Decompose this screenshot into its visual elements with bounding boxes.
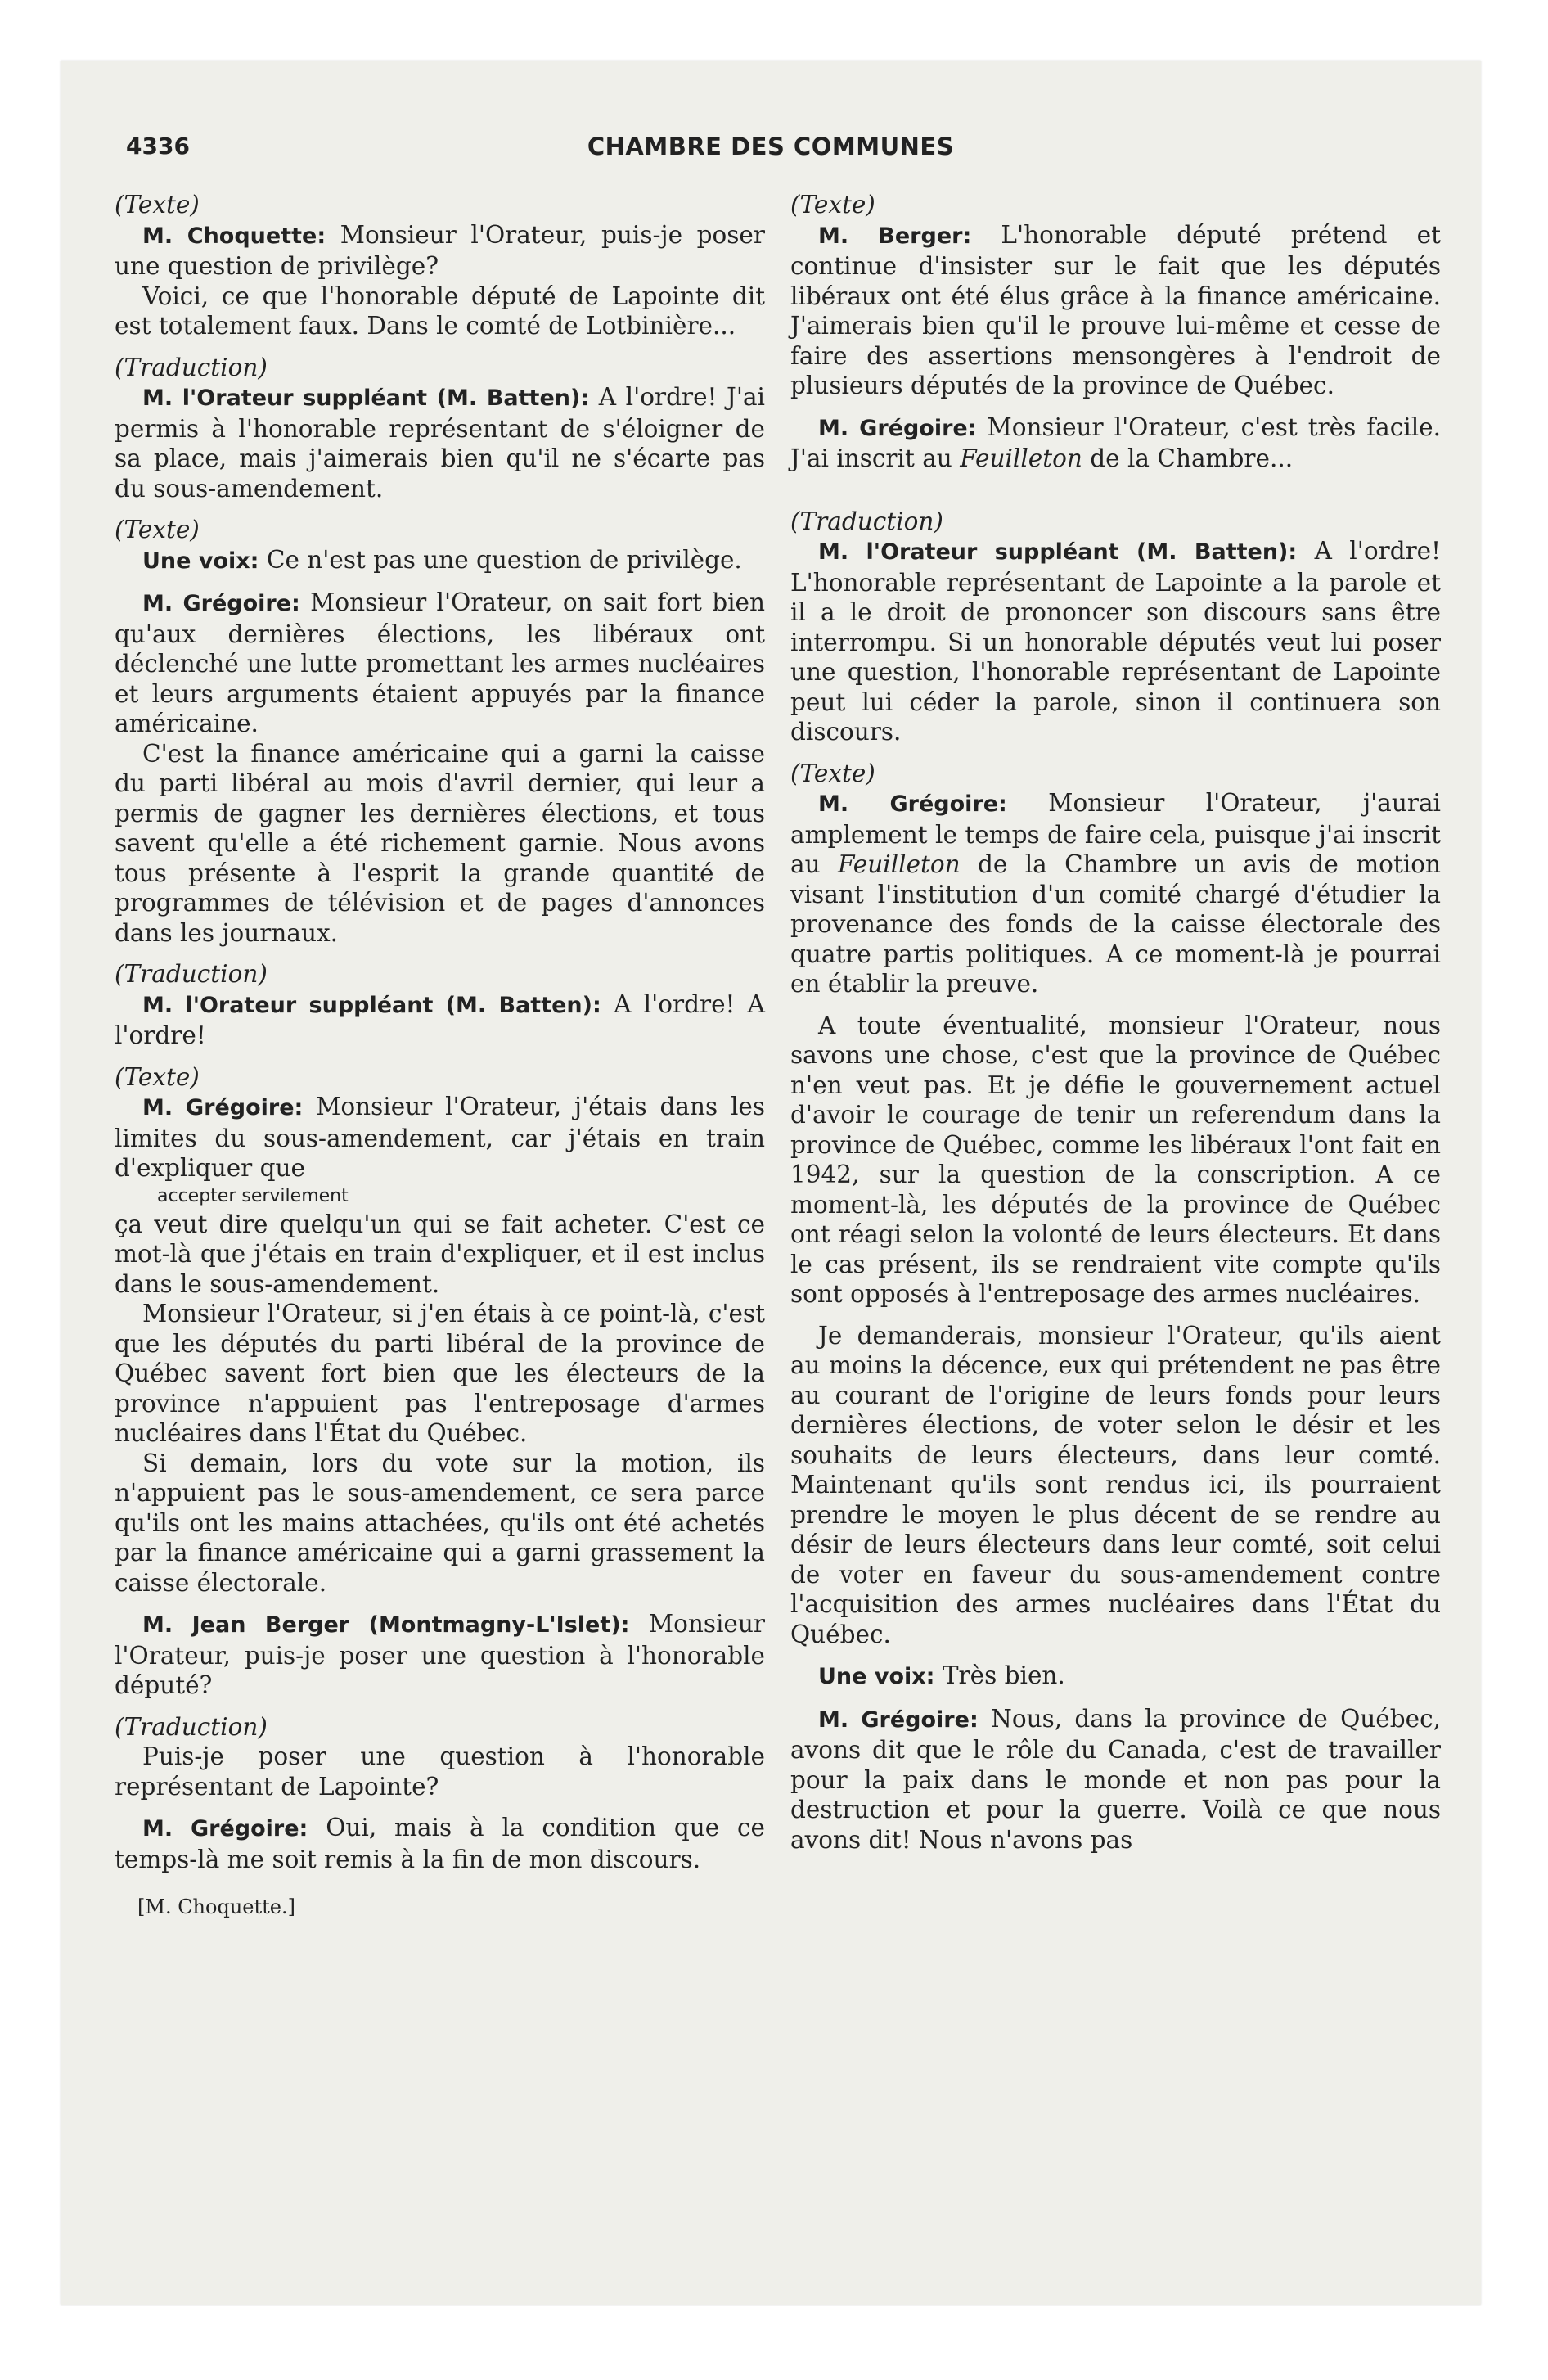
paragraph-text: L'honorable député prétend et continue d'insister sur le fait que les députés libéraux ont été élus grâce à la finance américaine. J'aimerais bien qu'il le prouve lui-même et cesse de faire des assertions mensongères à l'endroit de plusieurs députés de la province de Québec.: [790, 220, 1441, 399]
paragraph: [790, 788, 1441, 999]
paragraph-text: Monsieur l'Orateur, on sait fort bien qu'aux dernières élections, les libéraux ont déclenché une lutte promettant les armes nucléaires et leurs arguments étaient appuyés par la finance américaine.: [115, 588, 765, 737]
speaker-name: M. Grégoire:: [142, 1816, 308, 1841]
paragraph-text: Monsieur l'Orateur, j'étais dans les limites du sous-amendement, car j'étais en train d'expliquer que: [115, 1093, 765, 1182]
paragraph: [790, 412, 1441, 474]
speaker-name: M. Choquette:: [142, 223, 326, 249]
journal-title: Feuilleton: [960, 444, 1082, 472]
paragraph-text: Ce n'est pas une question de privilège.: [266, 545, 742, 574]
paragraph-text: Oui, mais à la condition que ce temps-là me soit remis à la fin de mon discours.: [115, 1814, 765, 1873]
paragraph-text: Nous, dans la province de Québec, avons dit que le rôle du Canada, c'est de travailler pour la paix dans le monde et non pas pour la destruction et pour la guerre. Voilà ce que nous avons dit! Nous n'avons pas: [790, 1704, 1441, 1854]
paragraph: ça veut dire quelqu'un qui se fait acheter. C'est ce mot-là que j'étais en train d'expliquer, et il est inclus dans le sous-amendement.: [115, 1210, 765, 1298]
speaker-name: M. l'Orateur suppléant (M. Batten):: [818, 539, 1298, 565]
paragraph: [790, 536, 1441, 747]
page-header: [126, 133, 1415, 169]
page: [61, 61, 1481, 2305]
paragraph: [115, 1609, 765, 1701]
paragraph-text: Monsieur l'Orateur, c'est très facile. J'ai inscrit au: [790, 412, 1441, 472]
left-column: [115, 190, 765, 1922]
paragraph: [790, 1661, 1441, 1693]
paragraph-text: Monsieur l'Orateur, puis-je poser une question à l'honorable député?: [115, 1610, 765, 1699]
speaker-name: M. Grégoire:: [818, 415, 977, 441]
paragraph: [790, 1704, 1441, 1855]
speaker-name: M. Grégoire:: [142, 591, 300, 616]
paragraph: C'est la finance américaine qui a garni la caisse du parti libéral au mois d'avril dernier, qui leur a permis de gagner les dernières élections, et tous savent qu'elle a été richement garnie. Nous avons tous présente à l'esprit la grande quantité de programmes de télévision et de pages d'annonces dans les journaux.: [115, 739, 765, 947]
speaker-name: Une voix:: [142, 548, 259, 574]
section-label: (Texte): [115, 516, 200, 543]
quoted-phrase: accepter servilement: [157, 1185, 349, 1206]
paragraph: [115, 588, 765, 739]
paragraph-text: Monsieur l'Orateur, j'aurai amplement le temps de faire cela, puisque j'ai inscrit au: [790, 789, 1441, 878]
right-column: [790, 190, 1441, 1855]
paragraph: [115, 1092, 765, 1183]
paragraph-text: de la Chambre...: [1090, 444, 1294, 472]
paragraph: Si demain, lors du vote sur la motion, ils n'appuient pas le sous-amendement, ce sera parce qu'ils ont les mains attachées, qu'ils ont été achetés par la finance américaine qui a garni grassement la caisse électorale.: [115, 1449, 765, 1597]
paragraph-text: A l'ordre! A l'ordre!: [115, 989, 765, 1049]
paragraph: A toute éventualité, monsieur l'Orateur, nous savons une chose, c'est que la province de Québec n'en veut pas. Et je défie le gouvernement actuel d'avoir le courage de tenir un referendum dans la province de Québec, comme les libéraux l'ont fait en 1942, sur la question de la conscription. A ce moment-là, les députés de la province de Québec ont réagi selon la volonté de leurs électeurs. Et dans le cas présent, ils se rendraient vite compte qu'ils sont opposés à l'entreposage des armes nucléaires.: [790, 1011, 1441, 1308]
speaker-name: M. Berger:: [818, 223, 972, 249]
section-label: (Texte): [115, 1062, 200, 1091]
speaker-name: Une voix:: [818, 1664, 935, 1689]
section-label: (Texte): [790, 191, 875, 219]
paragraph-text: Très bien.: [942, 1661, 1065, 1689]
speaker-name: M. Jean Berger (Montmagny-L'Islet):: [142, 1612, 630, 1638]
section-label: (Texte): [790, 759, 875, 787]
paragraph-text: Monsieur l'Orateur, puis-je poser une question de privilège?: [115, 220, 765, 280]
speaker-name: M. Grégoire:: [142, 1095, 304, 1120]
paragraph-text: A l'ordre! L'honorable représentant de Lapointe a la parole et il a le droit de prononcer son discours sans être interrompu. Si un honorable députés veut lui poser une question, l'honorable représentant de Lapointe peut lui céder la parole, sinon il continuera son discours.: [790, 537, 1441, 746]
speaker-name: M. Grégoire:: [818, 1706, 979, 1733]
section-label: (Traduction): [115, 960, 268, 988]
journal-title: Feuilleton: [837, 850, 961, 878]
running-head: CHAMBRE DES COMMUNES: [587, 133, 955, 160]
speaker-name: M. Grégoire:: [818, 791, 1007, 817]
paragraph-text: A l'ordre! J'ai permis à l'honorable représentant de s'éloigner de sa place, mais j'aimerais bien qu'il ne s'écarte pas du sous-amendement.: [115, 383, 765, 503]
speaker-name: M. l'Orateur suppléant (M. Batten):: [142, 385, 590, 411]
paragraph: [115, 382, 765, 503]
paragraph: [790, 220, 1441, 401]
paragraph: [115, 989, 765, 1051]
paragraph: Je demanderais, monsieur l'Orateur, qu'ils aient au moins la décence, eux qui prétendent ne pas être au courant de l'origine de leurs fonds pour leurs dernières élections, de voter selon le désir et les souhaits de leurs électeurs, dans leur comté. Maintenant qu'ils sont rendus ici, ils pourraient prendre le moyen le plus décent de se rendre au désir de leurs électeurs dans leur comté, soit celui de voter en faveur du sous-amendement contre l'acquisition des armes nucléaires dans l'État du Québec.: [790, 1321, 1441, 1648]
section-label: (Traduction): [790, 507, 943, 535]
section-label: (Texte): [115, 191, 200, 219]
paragraph: [115, 1813, 765, 1874]
section-label: (Traduction): [115, 1712, 268, 1741]
speaker-signature: [M. Choquette.]: [137, 1895, 295, 1918]
paragraph: Puis-je poser une question à l'honorable représentant de Lapointe?: [115, 1742, 765, 1801]
page-number: 4336: [126, 133, 190, 160]
section-label: (Traduction): [115, 353, 268, 381]
speaker-name: M. l'Orateur suppléant (M. Batten):: [142, 992, 601, 1018]
paragraph: Voici, ce que l'honorable député de Lapointe dit est totalement faux. Dans le comté de Lotbinière...: [115, 282, 765, 340]
paragraph: [115, 545, 765, 577]
paragraph: [115, 220, 765, 282]
paragraph: Monsieur l'Orateur, si j'en étais à ce point-là, c'est que les députés du parti libéral de la province de Québec savent fort bien que les électeurs de la province n'appuient pas l'entreposage d'armes nucléaires dans l'État du Québec.: [115, 1300, 765, 1447]
paragraph-text: de la Chambre un avis de motion visant l'institution d'un comité chargé d'étudier la provenance des fonds de la caisse électorale des quatre partis politiques. A ce moment-là je pourrai en établir la preuve.: [790, 850, 1441, 998]
